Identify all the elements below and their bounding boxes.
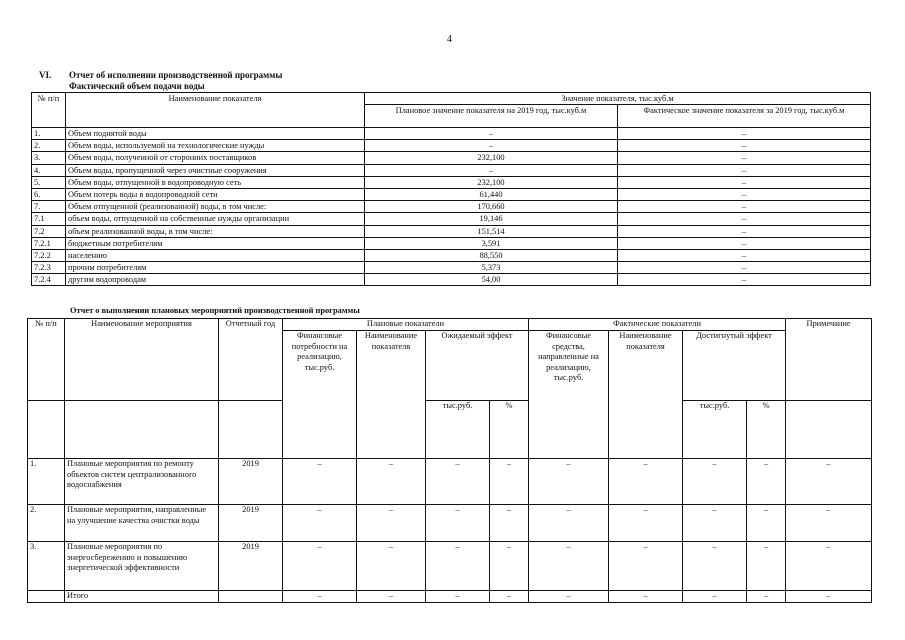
table-row	[32, 152, 871, 164]
row-number: 7.2	[32, 225, 66, 237]
header-indicator-name: Наименование показателя	[66, 93, 365, 128]
row-number: 1.	[32, 128, 66, 140]
indicator-name: Объем воды, отпущенной в водопроводную сеть	[66, 176, 365, 188]
plan-value: 232,100	[365, 176, 618, 188]
table-row	[28, 542, 872, 591]
row-number: 4.	[32, 164, 66, 176]
total-plan-effect-pct: –	[490, 591, 529, 603]
plan-finance: –	[283, 542, 357, 591]
header-blank-note	[786, 401, 872, 459]
fact-finance: –	[529, 542, 609, 591]
header-fact-effect-pct: %	[747, 401, 786, 459]
report-year: 2019	[219, 459, 283, 505]
row-number: 7.2.3	[32, 262, 66, 274]
fact-value: –	[618, 201, 871, 213]
fact-value: –	[618, 213, 871, 225]
row-number: 7.2.1	[32, 237, 66, 249]
total-blank	[28, 591, 65, 603]
plan-indicator: –	[357, 459, 426, 505]
header-plan-group: Плановые показатели	[283, 319, 529, 331]
table-row	[32, 140, 871, 152]
plan-effect-rub: –	[426, 505, 490, 542]
indicator-name: населению	[66, 249, 365, 261]
header-note: Примечание	[786, 319, 872, 401]
row-number: 2.	[32, 140, 66, 152]
note: –	[786, 542, 872, 591]
total-year-blank	[219, 591, 283, 603]
section-title: Отчет об исполнении производственной программы	[69, 70, 283, 80]
plan-value: 54,00	[365, 274, 618, 286]
header-fact-effect: Достигнутый эффект	[683, 331, 786, 401]
header-fact-effect-rub: тыс.руб.	[683, 401, 747, 459]
row-number: 3.	[28, 542, 65, 591]
plan-value: 3,591	[365, 237, 618, 249]
header-plan-effect: Ожидаемый эффект	[426, 331, 529, 401]
fact-value: –	[618, 237, 871, 249]
table-row	[32, 225, 871, 237]
indicator-name: объем воды, отпущенной на собственные нужды организации	[66, 213, 365, 225]
table-row	[32, 164, 871, 176]
indicator-name: Объем воды, полученной от сторонних поставщиков	[66, 152, 365, 164]
header-measure-name: Наименование мероприятия	[65, 319, 219, 401]
header-fact-group: Фактические показатели	[529, 319, 786, 331]
fact-effect-rub: –	[683, 459, 747, 505]
total-plan-finance: –	[283, 591, 357, 603]
water-supply-table	[31, 92, 871, 286]
header-plan-value: Плановое значение показателя на 2019 год, тыс.куб.м	[365, 105, 618, 128]
row-number: 1.	[28, 459, 65, 505]
row-number: 7.1	[32, 213, 66, 225]
header-value-group: Значение показателя, тыс.куб.м	[365, 93, 871, 105]
header-plan-indicator: Наименование показателя	[357, 331, 426, 459]
table-row	[32, 274, 871, 286]
fact-value: –	[618, 164, 871, 176]
table-row	[32, 188, 871, 200]
section-number: VI.	[39, 70, 52, 80]
header-plan-finance: Финансовые потребности на реализацию, тыс.руб.	[283, 331, 357, 459]
plan-effect-rub: –	[426, 459, 490, 505]
plan-indicator: –	[357, 542, 426, 591]
fact-value: –	[618, 262, 871, 274]
row-number: 6.	[32, 188, 66, 200]
total-fact-effect-rub: –	[683, 591, 747, 603]
fact-value: –	[618, 128, 871, 140]
header-report-year: Отчетный год	[219, 319, 283, 401]
report-year: 2019	[219, 542, 283, 591]
header-num: № п/п	[28, 319, 65, 401]
plan-indicator: –	[357, 505, 426, 542]
fact-value: –	[618, 176, 871, 188]
indicator-name: Объем отпущенной (реализованной) воды, в том числе:	[66, 201, 365, 213]
plan-value: 61,440	[365, 188, 618, 200]
table-row	[28, 505, 872, 542]
fact-effect-pct: –	[747, 459, 786, 505]
row-number: 3.	[32, 152, 66, 164]
fact-value: –	[618, 188, 871, 200]
row-number: 7.2.4	[32, 274, 66, 286]
fact-effect-pct: –	[747, 505, 786, 542]
header-blank-name	[65, 401, 219, 459]
measures-table-title: Отчет о выполнении плановых мероприятий производственной программы	[70, 306, 360, 315]
fact-finance: –	[529, 505, 609, 542]
plan-value: 151,514	[365, 225, 618, 237]
fact-value: –	[618, 152, 871, 164]
total-row	[28, 591, 872, 603]
fact-effect-rub: –	[683, 542, 747, 591]
plan-value: 232,100	[365, 152, 618, 164]
table-row	[32, 128, 871, 140]
note: –	[786, 505, 872, 542]
plan-value: 19,146	[365, 213, 618, 225]
plan-effect-pct: –	[490, 459, 529, 505]
indicator-name: прочим потребителям	[66, 262, 365, 274]
row-number: 5.	[32, 176, 66, 188]
total-note: –	[786, 591, 872, 603]
plan-effect-pct: –	[490, 542, 529, 591]
indicator-name: другим водопроводам	[66, 274, 365, 286]
table-row	[32, 213, 871, 225]
plan-value: –	[365, 140, 618, 152]
table-row	[32, 176, 871, 188]
section-subtitle: Фактический объем подачи воды	[69, 81, 205, 91]
table-row	[28, 459, 872, 505]
plan-value: –	[365, 128, 618, 140]
measure-name: Плановые мероприятия по ремонту объектов систем централизованного водоснабжения	[65, 459, 219, 505]
plan-value: 170,660	[365, 201, 618, 213]
plan-value: 88,550	[365, 249, 618, 261]
fact-value: –	[618, 140, 871, 152]
header-fact-value: Фактическое значение показателя за 2019 год, тыс.куб.м	[618, 105, 871, 128]
table-row	[32, 237, 871, 249]
fact-value: –	[618, 225, 871, 237]
indicator-name: объем реализованной воды, в том числе:	[66, 225, 365, 237]
table-row	[32, 249, 871, 261]
measure-name: Плановые мероприятия, направленные на улучшение качества очистки воды	[65, 505, 219, 542]
header-num: № п/п	[32, 93, 66, 128]
measure-name: Плановые мероприятия по энергосбережению и повышению энергетической эффективности	[65, 542, 219, 591]
fact-effect-rub: –	[683, 505, 747, 542]
row-number: 7.2.2	[32, 249, 66, 261]
page-number: 4	[447, 34, 452, 45]
total-fact-finance: –	[529, 591, 609, 603]
total-label: Итого	[65, 591, 219, 603]
report-year: 2019	[219, 505, 283, 542]
plan-value: –	[365, 164, 618, 176]
total-fact-indicator: –	[609, 591, 683, 603]
fact-effect-pct: –	[747, 542, 786, 591]
fact-indicator: –	[609, 542, 683, 591]
plan-finance: –	[283, 459, 357, 505]
indicator-name: Объем поднятой воды	[66, 128, 365, 140]
plan-value: 5,373	[365, 262, 618, 274]
measures-table	[27, 318, 872, 603]
header-blank-num	[28, 401, 65, 459]
header-blank-year	[219, 401, 283, 459]
total-plan-indicator: –	[357, 591, 426, 603]
header-fact-finance: Финансовые средства, направленные на реализацию, тыс.руб.	[529, 331, 609, 459]
fact-finance: –	[529, 459, 609, 505]
row-number: 2.	[28, 505, 65, 542]
header-fact-indicator: Наименование показателя	[609, 331, 683, 459]
fact-indicator: –	[609, 505, 683, 542]
fact-value: –	[618, 274, 871, 286]
indicator-name: бюджетным потребителям	[66, 237, 365, 249]
header-plan-effect-rub: тыс.руб.	[426, 401, 490, 459]
plan-finance: –	[283, 505, 357, 542]
table-row	[32, 201, 871, 213]
header-plan-effect-pct: %	[490, 401, 529, 459]
fact-indicator: –	[609, 459, 683, 505]
row-number: 7.	[32, 201, 66, 213]
note: –	[786, 459, 872, 505]
total-plan-effect-rub: –	[426, 591, 490, 603]
indicator-name: Объем потерь воды в водопроводной сети	[66, 188, 365, 200]
fact-value: –	[618, 249, 871, 261]
plan-effect-rub: –	[426, 542, 490, 591]
indicator-name: Объем воды, пропущенной через очистные сооружения	[66, 164, 365, 176]
total-fact-effect-pct: –	[747, 591, 786, 603]
indicator-name: Объем воды, используемой на технологические нужды	[66, 140, 365, 152]
table-row	[32, 262, 871, 274]
plan-effect-pct: –	[490, 505, 529, 542]
